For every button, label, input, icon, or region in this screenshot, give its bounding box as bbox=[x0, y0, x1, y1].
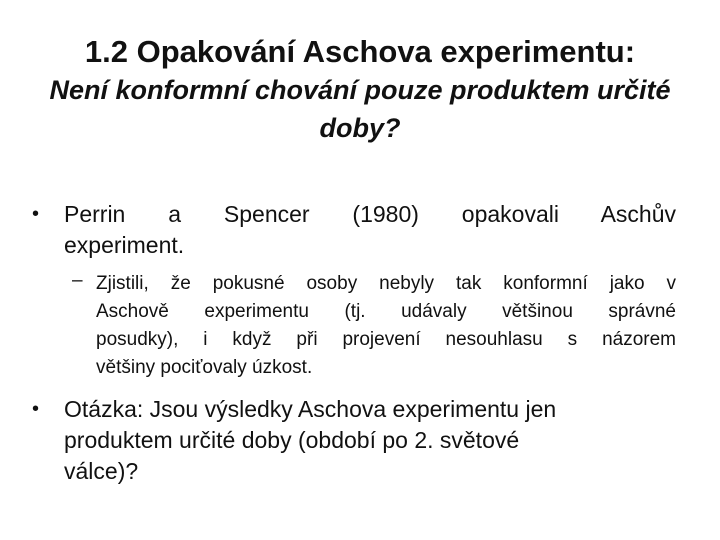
sub-bullet-line-4: většiny pociťovaly úzkost. bbox=[96, 357, 313, 378]
sub-bullet-marker: – bbox=[72, 270, 83, 291]
sub-bullet-text bbox=[96, 270, 676, 382]
bullet-1-line-1: Perrin a Spencer (1980) opakovali Aschův bbox=[64, 201, 676, 227]
sub-bullet-line-1: Zjistili, že pokusné osoby nebyly tak konformní jako v bbox=[96, 273, 676, 294]
slide-subtitle-line-1: Není konformní chování pouze produktem určité bbox=[49, 75, 671, 105]
bullet-marker: • bbox=[32, 398, 40, 420]
bullet-2-text bbox=[64, 394, 684, 487]
bullet-1-line-2: experiment. bbox=[64, 232, 185, 258]
sub-bullet-line-2: Aschově experimentu (tj. udávaly většinou správné bbox=[96, 301, 676, 322]
sub-bullet-line-3: posudky), i když při projevení nesouhlasu s názorem bbox=[96, 329, 676, 350]
slide-title: 1.2 Opakování Aschova experimentu: bbox=[84, 34, 636, 69]
bullet-1-text bbox=[64, 199, 676, 261]
bullet-2-line-3: válce)? bbox=[64, 458, 139, 484]
bullet-2-line-1: Otázka: Jsou výsledky Aschova experimentu jen bbox=[64, 396, 557, 422]
bullet-marker: • bbox=[32, 203, 40, 225]
bullet-2-line-2: produktem určité doby (období po 2. světové bbox=[64, 427, 520, 453]
slide-subtitle-line-2: doby? bbox=[319, 113, 401, 143]
